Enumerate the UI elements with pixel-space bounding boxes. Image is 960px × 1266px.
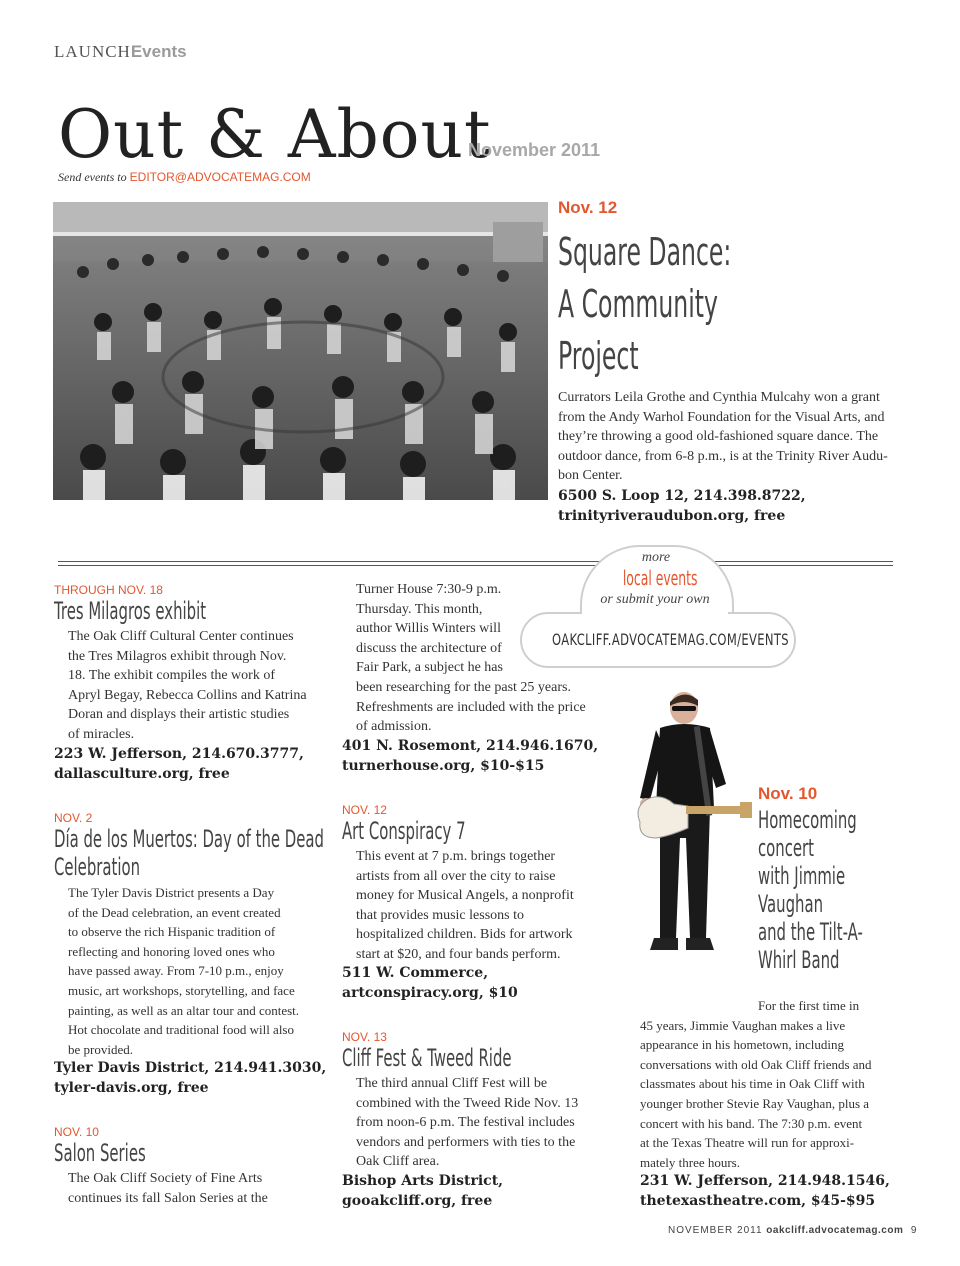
event-date: NOV. 13 <box>342 1030 387 1044</box>
event-info-line: 511 W. Commerce, <box>342 965 489 981</box>
event-info-link[interactable]: artconspiracy.org, $10 <box>342 984 518 1001</box>
event-body-line: have passed away. From 7-10 p.m., enjoy <box>68 963 284 979</box>
event-body-line: Hot chocolate and traditional food will also <box>68 1022 294 1038</box>
feature-date: Nov. 12 <box>558 198 618 217</box>
event-body-line: This event at 7 p.m. brings together <box>356 849 556 864</box>
event-body-line: painting, as well as an altar tour and contest. <box>68 1002 300 1018</box>
event-body-line: vendors and performers with ties to the <box>356 1134 576 1150</box>
event-body-line: from noon-6 p.m. The festival includes <box>356 1115 575 1131</box>
concert-headline-line: with Jimmie <box>758 862 846 890</box>
send-prefix: Send events to <box>58 170 127 184</box>
section-label <box>54 42 187 62</box>
concert-headline-line: and the Tilt-A- <box>758 918 863 946</box>
event-body-line: The third annual Cliff Fest will be <box>356 1076 548 1091</box>
concert-headline-line: Homecoming <box>758 806 857 834</box>
concert-body-line: 45 years, Jimmie Vaughan makes a live <box>640 1017 846 1033</box>
concert-headline-line: Vaughan <box>758 890 824 918</box>
feature-headline-line: Square Dance: <box>558 230 732 274</box>
event-body-line: Oak Cliff area. <box>356 1154 440 1170</box>
event-body-line: money for Musical Angels, a nonprofit <box>356 888 574 904</box>
event-title <box>54 597 299 625</box>
feature-body <box>558 388 912 486</box>
concert-info-link[interactable]: thetexastheatre.com, $45-$95 <box>640 1192 876 1209</box>
concert-info-line: 231 W. Jefferson, 214.948.1546, <box>640 1173 890 1189</box>
event-title-line: Tres Milagros exhibit <box>54 597 207 625</box>
event-info-line: Tyler Davis District, 214.941.3030, <box>54 1060 327 1076</box>
event-title <box>342 817 541 845</box>
feature-address: 6500 S. Loop 12, 214.398.8722, <box>558 488 806 504</box>
square-dance-photo <box>53 202 548 500</box>
section-divider-bottom <box>58 565 893 566</box>
feature-headline <box>558 226 838 382</box>
event-title-line: Celebration <box>54 853 141 881</box>
event-body-line: Thursday. This month, <box>356 601 483 617</box>
event-info-link[interactable]: turnerhouse.org, $10-$15 <box>342 757 545 774</box>
event-info <box>54 745 304 784</box>
event-title-line: Día de los Muertos: Day of the Dead <box>54 825 324 853</box>
feature-web[interactable]: trinityriveraudubon.org, free <box>558 507 786 524</box>
feature-details <box>558 487 806 526</box>
section-label-launch: LAUNCH <box>54 42 131 61</box>
event-title-line: Art Conspiracy 7 <box>342 817 466 845</box>
feature-headline-line: A Community <box>558 282 718 326</box>
concert-body <box>640 996 892 1172</box>
concert-headline-line: Whirl Band <box>758 946 840 974</box>
event-body-line: that provides music lessons to <box>356 907 524 923</box>
event-info <box>342 964 518 1003</box>
event-info <box>54 1059 326 1098</box>
feature-body-line: bon Center. <box>558 468 623 484</box>
issue-date: November 2011 <box>468 140 601 160</box>
event-body-line: The Oak Cliff Cultural Center continues <box>68 629 294 644</box>
callout-url-text[interactable]: OAKCLIFF.ADVOCATEMAG.COM/EVENTS <box>552 630 789 649</box>
square-dance-photo-graphic <box>53 202 548 500</box>
callout-local-events <box>600 566 712 590</box>
concert-body-line: mately three hours. <box>640 1154 740 1170</box>
concert-date: Nov. 10 <box>758 784 818 803</box>
event-body-line: reflecting and honoring loved ones who <box>68 943 275 959</box>
event-info-line: Bishop Arts District, <box>342 1173 504 1189</box>
event-body <box>356 847 616 965</box>
event-date: NOV. 12 <box>342 803 387 817</box>
event-body-line: music, art workshops, storytelling, and face <box>68 982 295 998</box>
event-body-line: been researching for the past 25 years. <box>356 679 571 695</box>
event-info-link[interactable]: goоakcliff.org, free <box>342 1192 493 1209</box>
concert-headline <box>758 806 927 974</box>
event-continued-body <box>356 580 616 737</box>
event-body-line: start at $20, and four bands perform. <box>356 946 561 962</box>
event-body-line: Apryl Begay, Rebecca Collins and Katrina <box>68 687 307 703</box>
event-date: NOV. 10 <box>54 1125 99 1139</box>
feature-body-line: from the Andy Warhol Foundation for the Visual Arts, and <box>558 409 885 425</box>
event-body-line: Turner House 7:30-9 p.m. <box>356 582 502 597</box>
editor-email-link[interactable]: EDITOR@ADVOCATEMAG.COM <box>129 170 311 184</box>
callout-submit: or submit your own <box>600 592 710 607</box>
event-body-line: author Willis Winters will <box>356 621 501 637</box>
section-label-events: Events <box>130 42 187 61</box>
event-date: NOV. 2 <box>54 811 93 825</box>
event-info-line: 223 W. Jefferson, 214.670.3777, <box>54 746 304 762</box>
page-title: Out & About <box>58 96 492 173</box>
event-body <box>68 1169 328 1208</box>
event-body-line: The Tyler Davis District presents a Day <box>68 885 275 900</box>
event-body <box>68 627 328 745</box>
concert-body-line: appearance in his hometown, including <box>640 1037 844 1053</box>
event-body <box>68 883 336 1059</box>
event-title <box>342 1044 615 1072</box>
event-body-line: of admission. <box>356 719 432 735</box>
event-body-line: Fair Park, a subject he has <box>356 660 503 676</box>
event-body-line: the Tres Milagros exhibit through Nov. <box>68 648 287 664</box>
send-events-line <box>58 170 311 185</box>
callout-more: more <box>641 550 671 565</box>
jimmie-vaughan-photo <box>630 688 752 960</box>
musician-graphic <box>630 688 752 960</box>
event-info-link[interactable]: dallasculture.org, free <box>54 765 230 782</box>
concert-body-line: conversations with old Oak Cliff friends and <box>640 1056 872 1072</box>
event-date: THROUGH NOV. 18 <box>54 583 163 597</box>
feature-body-line: Currators Leila Grothe and Cynthia Mulcahy won a grant <box>558 390 880 405</box>
page-number: 9 <box>910 1225 918 1236</box>
event-body-line: Refreshments are included with the price <box>356 699 586 715</box>
event-body-line: to observe the rich Hispanic tradition of <box>68 924 276 940</box>
event-body-line: 18. The exhibit compiles the work of <box>68 668 275 684</box>
event-info-line: 401 N. Rosemont, 214.946.1670, <box>342 738 599 754</box>
feature-headline-line: Project <box>558 334 639 378</box>
concert-info <box>640 1172 890 1211</box>
concert-body-line: concert with his band. The 7:30 p.m. event <box>640 1115 863 1131</box>
event-title-line: Cliff Fest & Tweed Ride <box>342 1044 512 1072</box>
event-title <box>54 1139 202 1167</box>
page-footer <box>668 1225 917 1236</box>
footer-month: NOVEMBER 2011 <box>668 1225 763 1236</box>
event-body-line: of the Dead celebration, an event created <box>68 904 281 920</box>
concert-body-line: classmates about his time in Oak Cliff with <box>640 1076 865 1092</box>
event-body-line: of miracles. <box>68 726 135 742</box>
event-info <box>342 737 598 776</box>
event-info <box>342 1172 503 1211</box>
event-body-line: artists from all over the city to raise <box>356 868 556 884</box>
concert-body-line: at the Texas Theatre will run for approxi- <box>640 1135 855 1151</box>
event-body-line: discuss the architecture of <box>356 640 502 656</box>
event-body <box>356 1074 616 1172</box>
event-body-line: be provided. <box>68 1041 133 1057</box>
event-body-line: hospitalized children. Bids for artwork <box>356 927 573 943</box>
concert-body-line: For the first time in <box>758 998 860 1013</box>
feature-body-line: outdoor dance, from 6-8 p.m., is at the Trinity River Audu- <box>558 448 888 464</box>
event-body-line: combined with the Tweed Ride Nov. 13 <box>356 1095 579 1111</box>
concert-body-line: younger brother Stevie Ray Vaughan, plus a <box>640 1095 870 1111</box>
feature-body-line: they’re throwing a good old-fashioned square dance. The <box>558 429 879 445</box>
callout-local-events-text: local events <box>622 566 698 590</box>
event-body-line: continues its fall Salon Series at the <box>68 1190 268 1206</box>
event-info-link[interactable]: tyler-davis.org, free <box>54 1079 209 1096</box>
section-divider-top <box>58 561 893 562</box>
event-title-line: Salon Series <box>54 1139 146 1167</box>
event-body-line: Doran and displays their artistic studies <box>68 707 290 723</box>
concert-headline-line: concert <box>758 834 815 862</box>
event-body-line: The Oak Cliff Society of Fine Arts <box>68 1171 263 1186</box>
footer-site[interactable]: oakcliff.advocatemag.com <box>766 1225 904 1236</box>
